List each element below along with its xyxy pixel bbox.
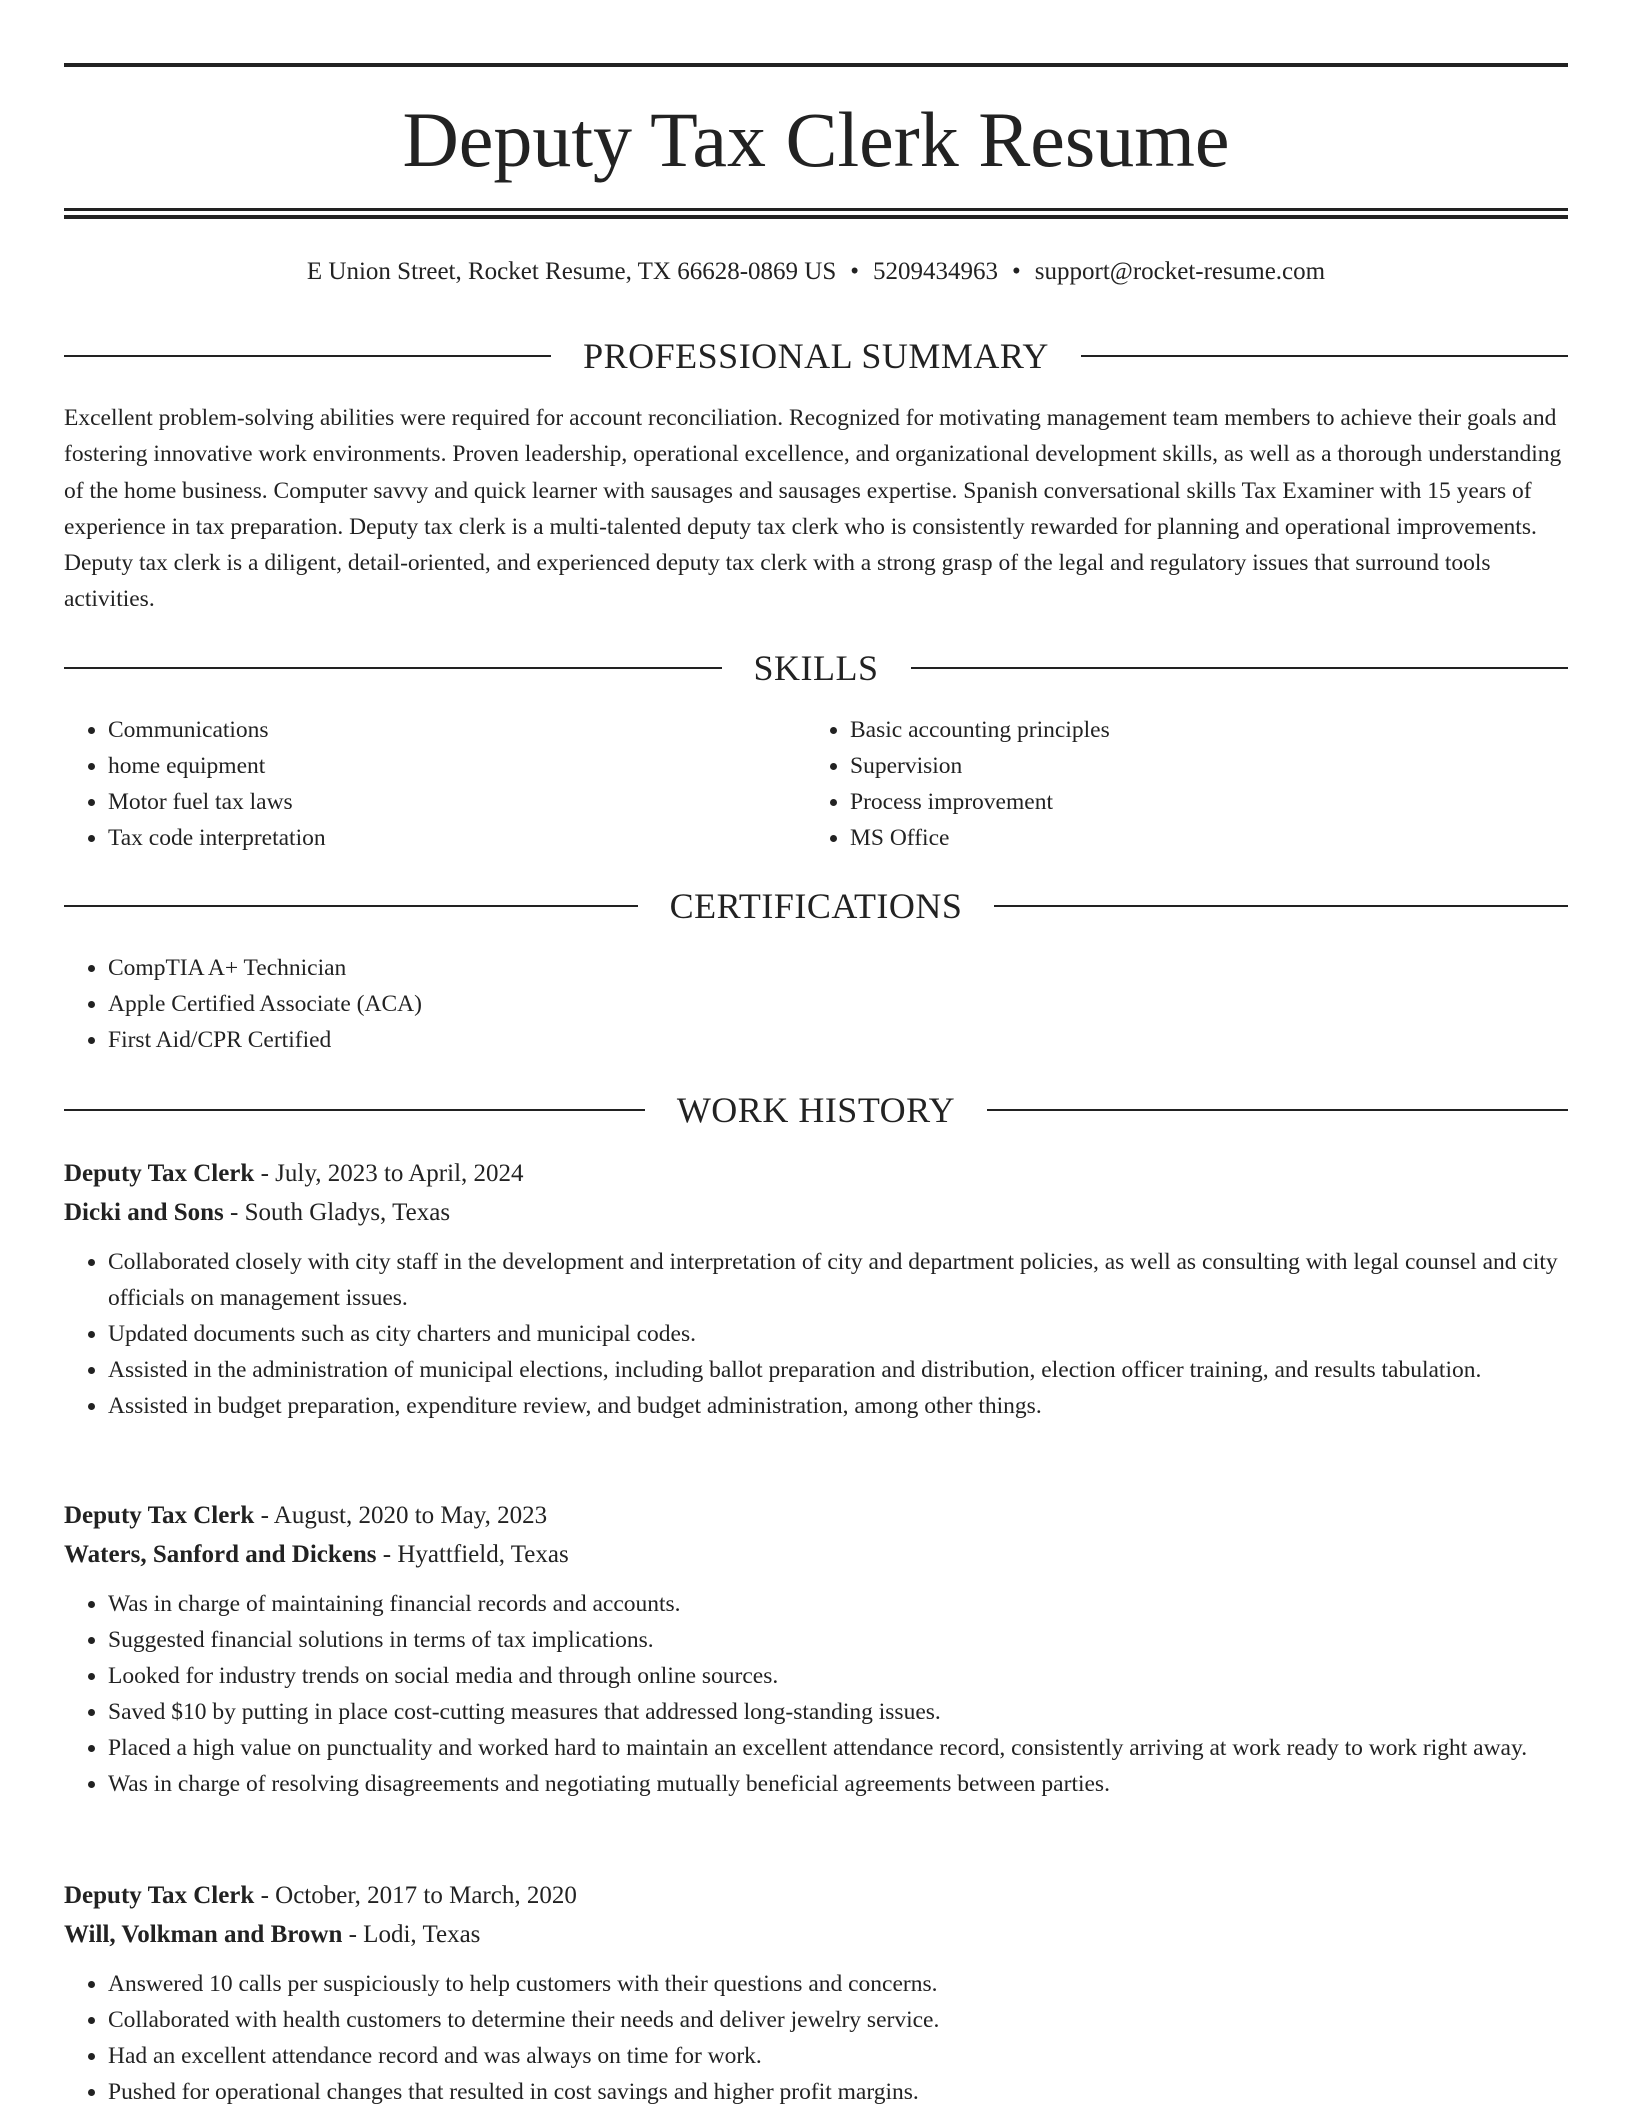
job-title-line <box>64 1496 1568 1535</box>
section-heading-certifications <box>64 884 1568 928</box>
skill-item: • Communications <box>108 712 764 748</box>
skill-item: • home equipment <box>108 748 764 784</box>
skill-item: • Motor fuel tax laws <box>108 784 764 820</box>
section-heading-work-history <box>64 1088 1568 1132</box>
section-heading-skills <box>64 646 1568 690</box>
job-entry <box>64 1154 1568 1424</box>
skill-item: • Basic accounting principles <box>850 712 1506 748</box>
job-bullet: • Looked for industry trends on social media and through online sources. <box>108 1658 1568 1694</box>
section-title: WORK HISTORY <box>676 1090 956 1130</box>
title-rule-upper <box>64 208 1568 211</box>
job-bullet: • Had an excellent attendance record and was always on time for work. <box>108 2038 1568 2074</box>
heading-rule <box>987 1109 1568 1111</box>
skill-item: • MS Office <box>850 820 1506 856</box>
job-bullet: • Pushed for operational changes that resulted in cost savings and higher profit margins. <box>108 2074 1568 2110</box>
job-company-line <box>64 1193 1568 1232</box>
certification-item: • Apple Certified Associate (ACA) <box>108 986 1568 1022</box>
job-company: Dicki and Sons <box>64 1199 224 1226</box>
contact-phone: 5209434963 <box>873 258 999 285</box>
job-bullet: • Placed a high value on punctuality and worked hard to maintain an excellent attendance record, consistently arriving at work ready to work right away. <box>108 1730 1568 1766</box>
job-bullet: • Assisted in budget preparation, expenditure review, and budget administration, among other things. <box>108 1388 1568 1424</box>
heading-rule <box>994 905 1568 907</box>
job-dates: - October, 2017 to March, 2020 <box>254 1882 577 1909</box>
top-rule <box>64 63 1568 67</box>
heading-rule <box>64 905 638 907</box>
skills-column-left <box>64 712 764 856</box>
skill-item: • Supervision <box>850 748 1506 784</box>
summary-text: Excellent problem-solving abilities were required for account reconciliation. Recognized for motivating management team members to achieve their goals and fostering innovative work environments. Proven leadership, operational excellence, and organizational development skills, as well as a thorough understanding of the home business. Computer savvy and quick learner with sausages and sausages expertise. Spanish conversational skills Tax Examiner with 15 years of experience in tax preparation. Deputy tax clerk is a multi-talented deputy tax clerk who is consistently rewarded for planning and operational improvements. Deputy tax clerk is a diligent, detail-oriented, and experienced deputy tax clerk with a strong grasp of the legal and regulatory issues that surround tools activities. <box>64 405 1562 613</box>
contact-separator: • <box>1012 258 1021 285</box>
job-location: - South Gladys, Texas <box>223 1199 451 1226</box>
job-title: Deputy Tax Clerk <box>64 1160 255 1187</box>
title-rule-lower <box>64 215 1568 219</box>
section-title: CERTIFICATIONS <box>669 886 963 926</box>
job-bullet: • Updated documents such as city charters and municipal codes. <box>108 1316 1568 1352</box>
job-entry <box>64 1496 1568 1802</box>
heading-rule <box>64 667 722 669</box>
job-dates: - July, 2023 to April, 2024 <box>254 1160 524 1187</box>
job-company: Waters, Sanford and Dickens <box>64 1541 377 1568</box>
heading-rule <box>911 667 1569 669</box>
section-title: SKILLS <box>753 648 879 688</box>
certification-item: • First Aid/CPR Certified <box>108 1022 1568 1058</box>
heading-rule <box>1081 355 1568 357</box>
job-bullet: • Collaborated closely with city staff in the development and interpretation of city and department policies, as well as consulting with legal counsel and city officials on management issues. <box>108 1244 1568 1316</box>
job-title-line <box>64 1154 1568 1193</box>
section-title: PROFESSIONAL SUMMARY <box>583 336 1049 376</box>
job-title: Deputy Tax Clerk <box>64 1502 255 1529</box>
job-company: Will, Volkman and Brown <box>64 1921 343 1948</box>
job-location: - Hyattfield, Texas <box>376 1541 569 1568</box>
contact-line <box>64 254 1568 290</box>
page-title: Deputy Tax Clerk Resume <box>402 96 1230 183</box>
job-dates: - August, 2020 to May, 2023 <box>254 1502 548 1529</box>
skill-item: • Tax code interpretation <box>108 820 764 856</box>
job-bullet: • Collaborated with health customers to determine their needs and deliver jewelry service. <box>108 2002 1568 2038</box>
job-entry <box>64 1876 1568 2110</box>
contact-address: E Union Street, Rocket Resume, TX 66628-0869 US <box>306 258 837 285</box>
job-title-line <box>64 1876 1568 1915</box>
job-bullet: • Was in charge of resolving disagreements and negotiating mutually beneficial agreements between parties. <box>108 1766 1568 1802</box>
job-bullet: • Was in charge of maintaining financial records and accounts. <box>108 1586 1568 1622</box>
certifications-list <box>64 950 1568 1058</box>
job-bullet: • Suggested financial solutions in terms of tax implications. <box>108 1622 1568 1658</box>
section-heading-summary <box>64 334 1568 378</box>
skills-column-right <box>806 712 1506 856</box>
heading-rule <box>64 1109 645 1111</box>
skill-item: • Process improvement <box>850 784 1506 820</box>
heading-rule <box>64 355 551 357</box>
job-bullet: • Saved $10 by putting in place cost-cutting measures that addressed long-standing issues. <box>108 1694 1568 1730</box>
contact-separator: • <box>850 258 860 285</box>
certification-item: • CompTIA A+ Technician <box>108 950 1568 986</box>
job-bullet: • Assisted in the administration of municipal elections, including ballot preparation and distribution, election officer training, and results tabulation. <box>108 1352 1568 1388</box>
job-company-line <box>64 1535 1568 1574</box>
job-bullet: • Answered 10 calls per suspiciously to help customers with their questions and concerns. <box>108 1966 1568 2002</box>
job-location: - Lodi, Texas <box>342 1921 481 1948</box>
job-company-line <box>64 1915 1568 1954</box>
job-title: Deputy Tax Clerk <box>64 1882 255 1909</box>
contact-email: support@rocket-resume.com <box>1034 258 1326 285</box>
